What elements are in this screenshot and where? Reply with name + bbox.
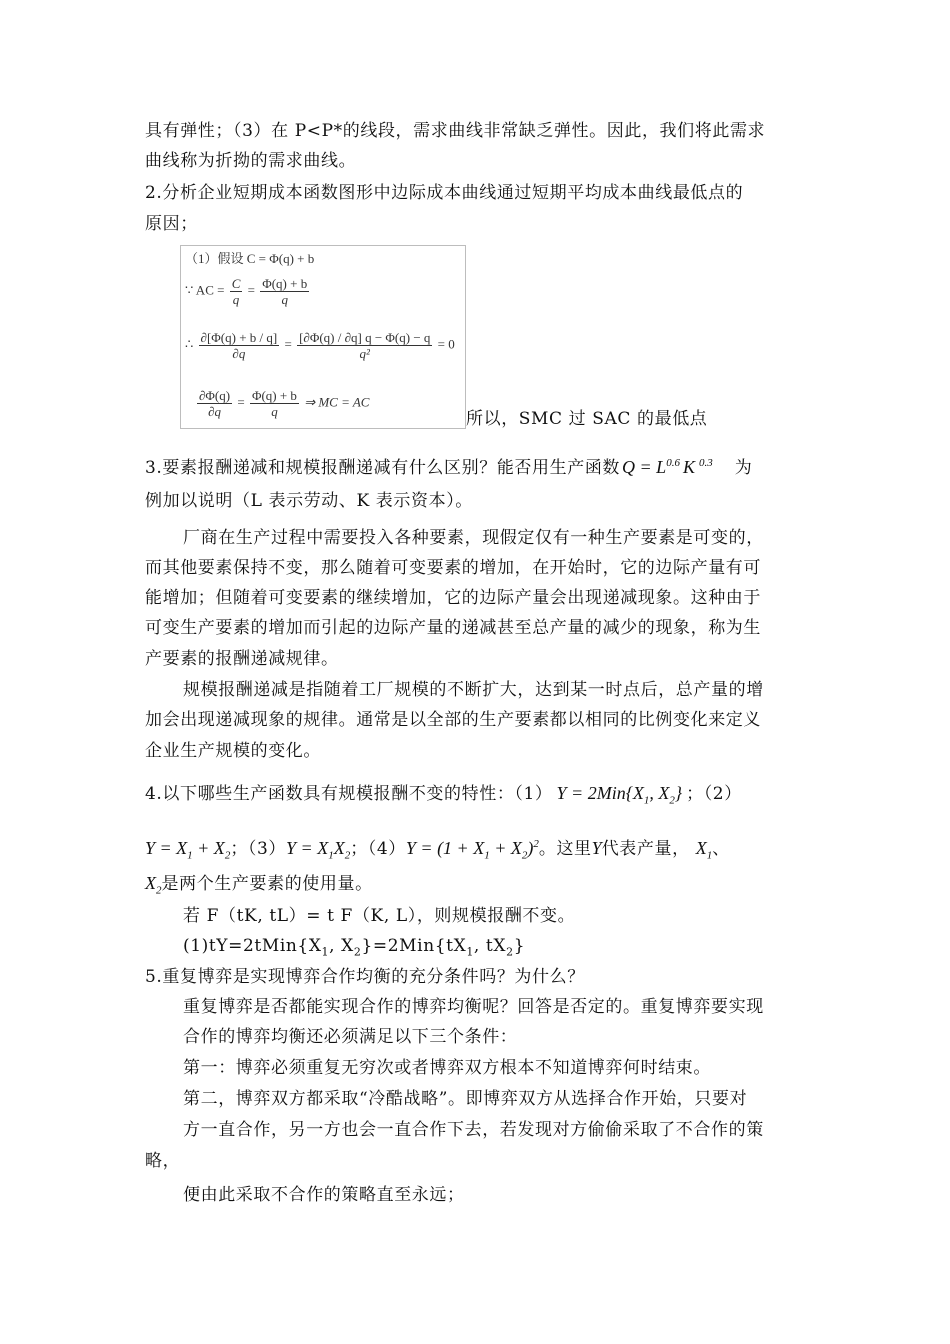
text-line: 例加以说明（L 表示劳动、K 表示资本）。 xyxy=(145,491,473,511)
text: 。这里 xyxy=(538,839,592,859)
formula-4 xyxy=(405,838,539,862)
math-text: + X xyxy=(192,838,225,858)
fraction xyxy=(250,388,299,419)
text-line: 产要素的报酬递减规律。 xyxy=(145,649,339,669)
subscript: 1 xyxy=(187,849,193,862)
text-line: 方一直合作，另一方也会一直合作下去，若发现对方偷偷采取了不合作的策 xyxy=(183,1120,764,1140)
text: ；（3） xyxy=(230,839,287,859)
text: (1)tY=2tMin{X xyxy=(183,936,322,956)
question-4-cont xyxy=(145,833,730,867)
subscript: 2 xyxy=(353,945,362,959)
subscript: 2 xyxy=(224,849,231,862)
math-text: Y = 2Min{X xyxy=(556,783,644,803)
fraction-denominator: q xyxy=(271,404,278,419)
text-line: 企业生产规模的变化。 xyxy=(145,741,321,761)
fraction-numerator: C xyxy=(231,276,241,291)
text: 是两个生产要素的使用量。 xyxy=(161,874,373,894)
text-line: 重复博弈是否都能实现合作的博弈均衡呢？回答是否定的。重复博弈要实现 xyxy=(183,997,764,1017)
subscript: 1 xyxy=(706,849,713,862)
text: } xyxy=(513,936,526,956)
formula-text: ∴ xyxy=(185,336,194,352)
formula-line-2 xyxy=(185,276,311,307)
text: , tX xyxy=(473,936,507,956)
subscript: 2 xyxy=(156,884,162,897)
question-2: 2.分析企业短期成本函数图形中边际成本曲线通过短期平均成本曲线最低点的 xyxy=(145,183,744,203)
variable-y: Y xyxy=(591,838,602,858)
text-line: 便由此采取不合作的策略直至永远； xyxy=(183,1185,465,1205)
fraction-numerator: [∂Φ(q) / ∂q] q − Φ(q) − q xyxy=(299,330,431,345)
formula-text: = xyxy=(247,282,255,298)
text-line: 能增加；但随着可变要素的继续增加，它的边际产量会出现递减现象。这种由于 xyxy=(145,588,761,608)
answer-4-formula xyxy=(183,935,525,963)
fraction xyxy=(297,330,432,361)
variable-x1 xyxy=(695,838,713,862)
math-text: Y = (1 + X xyxy=(405,838,485,858)
math-text: X xyxy=(695,838,707,858)
fraction-numerator: ∂Φ(q) xyxy=(199,388,231,403)
production-function xyxy=(622,457,713,477)
fraction-numerator: Φ(q) + b xyxy=(262,276,308,291)
formula-line-1: （1）假设 C = Φ(q) + b xyxy=(185,251,315,266)
exponent: 0.3 xyxy=(698,457,713,469)
text-line: 第一：博弈必须重复无穷次或者博弈双方根本不知道博弈何时结束。 xyxy=(183,1058,711,1078)
text: 3.要素报酬递减和规模报酬递减有什么区别？能否用生产函数 xyxy=(145,458,621,478)
formula-text: = 0 xyxy=(437,336,455,352)
text-line: 合作的博弈均衡还必须满足以下三个条件： xyxy=(183,1027,518,1047)
question-5: 5.重复博弈是实现博弈合作均衡的充分条件吗？为什么？ xyxy=(145,967,585,987)
math-text: Y = X xyxy=(145,838,188,858)
formula-3 xyxy=(286,838,351,862)
text: ；（2） xyxy=(686,784,742,804)
subscript: 2 xyxy=(506,945,514,959)
text-line: 略， xyxy=(145,1151,181,1171)
fraction-denominator: q xyxy=(232,292,240,307)
formula-line-3 xyxy=(185,330,455,361)
exponent: 2 xyxy=(533,838,539,850)
fraction xyxy=(199,330,280,361)
fraction-denominator: q xyxy=(281,292,288,307)
exponent: 0.6 xyxy=(666,457,680,469)
subscript: 1 xyxy=(643,794,650,807)
subscript: 2 xyxy=(521,849,528,862)
text-line: 而其他要素保持不变，那么随着可变要素的增加，在开始时，它的边际产量有可 xyxy=(145,558,761,578)
formula-2 xyxy=(145,838,231,862)
text-line: 所以，SMC 过 SAC 的最低点 xyxy=(466,409,708,429)
text-line: 若 F（tK, tL）= t F（K, L），则规模报酬不变。 xyxy=(183,906,576,926)
text: }=2Min{tX xyxy=(361,936,467,956)
formula-line-4 xyxy=(195,388,369,419)
subscript: 1 xyxy=(466,945,474,959)
subscript: 2 xyxy=(344,849,351,862)
variable-x2 xyxy=(145,873,162,897)
text-line: 加会出现递减现象的规律。通常是以全部的生产要素都以相同的比例变化来定义 xyxy=(145,710,761,730)
math-text: } xyxy=(674,783,683,803)
formula-1 xyxy=(556,783,683,807)
text-line: 曲线称为折拗的需求曲线。 xyxy=(145,151,357,171)
formula-text: ⇒ MC = AC xyxy=(304,394,370,410)
text: , X xyxy=(329,936,354,956)
question-4 xyxy=(145,782,742,812)
fraction xyxy=(260,276,309,307)
text-line: 具有弹性；（3）在 P<P*的线段，需求曲线非常缺乏弹性。因此，我们将此需求 xyxy=(145,121,766,141)
subscript: 1 xyxy=(484,849,490,862)
text: 代表产量， xyxy=(601,839,690,859)
math-text: Y = X xyxy=(286,838,329,858)
text: 、 xyxy=(712,839,730,859)
fraction-denominator: ∂q xyxy=(208,404,222,419)
derivation-image xyxy=(180,245,466,429)
fraction xyxy=(230,276,243,307)
text-line: 厂商在生产过程中需要投入各种要素，现假定仅有一种生产要素是可变的， xyxy=(183,528,764,548)
subscript: 1 xyxy=(328,849,334,862)
text-line: 可变生产要素的增加而引起的边际产量的递减甚至总产量的减少的现象，称为生 xyxy=(145,618,761,638)
subscript: 1 xyxy=(321,945,330,959)
fraction-numerator: Φ(q) + b xyxy=(251,388,297,403)
math-text: K xyxy=(682,457,695,477)
math-text: ) xyxy=(527,838,534,858)
formula-text: = xyxy=(237,394,245,410)
fraction-denominator: q² xyxy=(359,346,370,361)
text-line: 第二，博弈双方都采取“冷酷战略”。即博弈双方从选择合作开始，只要对 xyxy=(183,1089,748,1109)
question-4-cont xyxy=(145,872,373,902)
text-line: 规模报酬递减是指随着工厂规模的不断扩大，达到某一时点后，总产量的增 xyxy=(183,680,764,700)
question-3 xyxy=(145,452,752,479)
formula-text: ∵ AC = xyxy=(185,282,225,298)
math-text: X xyxy=(145,873,156,893)
fraction-denominator: ∂q xyxy=(232,346,246,361)
subscript: 2 xyxy=(669,794,675,807)
text: 为 xyxy=(734,458,753,478)
text: 4.以下哪些生产函数具有规模报酬不变的特性：（1） xyxy=(145,784,553,804)
math-text: X xyxy=(333,838,345,858)
fraction xyxy=(197,388,232,419)
fraction-numerator: ∂[Φ(q) + b / q] xyxy=(200,330,278,345)
text: ；（4） xyxy=(350,839,406,859)
math-text: Q = L xyxy=(622,457,667,477)
text-line: 原因； xyxy=(145,214,198,234)
math-text: , X xyxy=(649,783,670,803)
formula-text: = xyxy=(284,336,292,352)
math-text: + X xyxy=(489,838,522,858)
